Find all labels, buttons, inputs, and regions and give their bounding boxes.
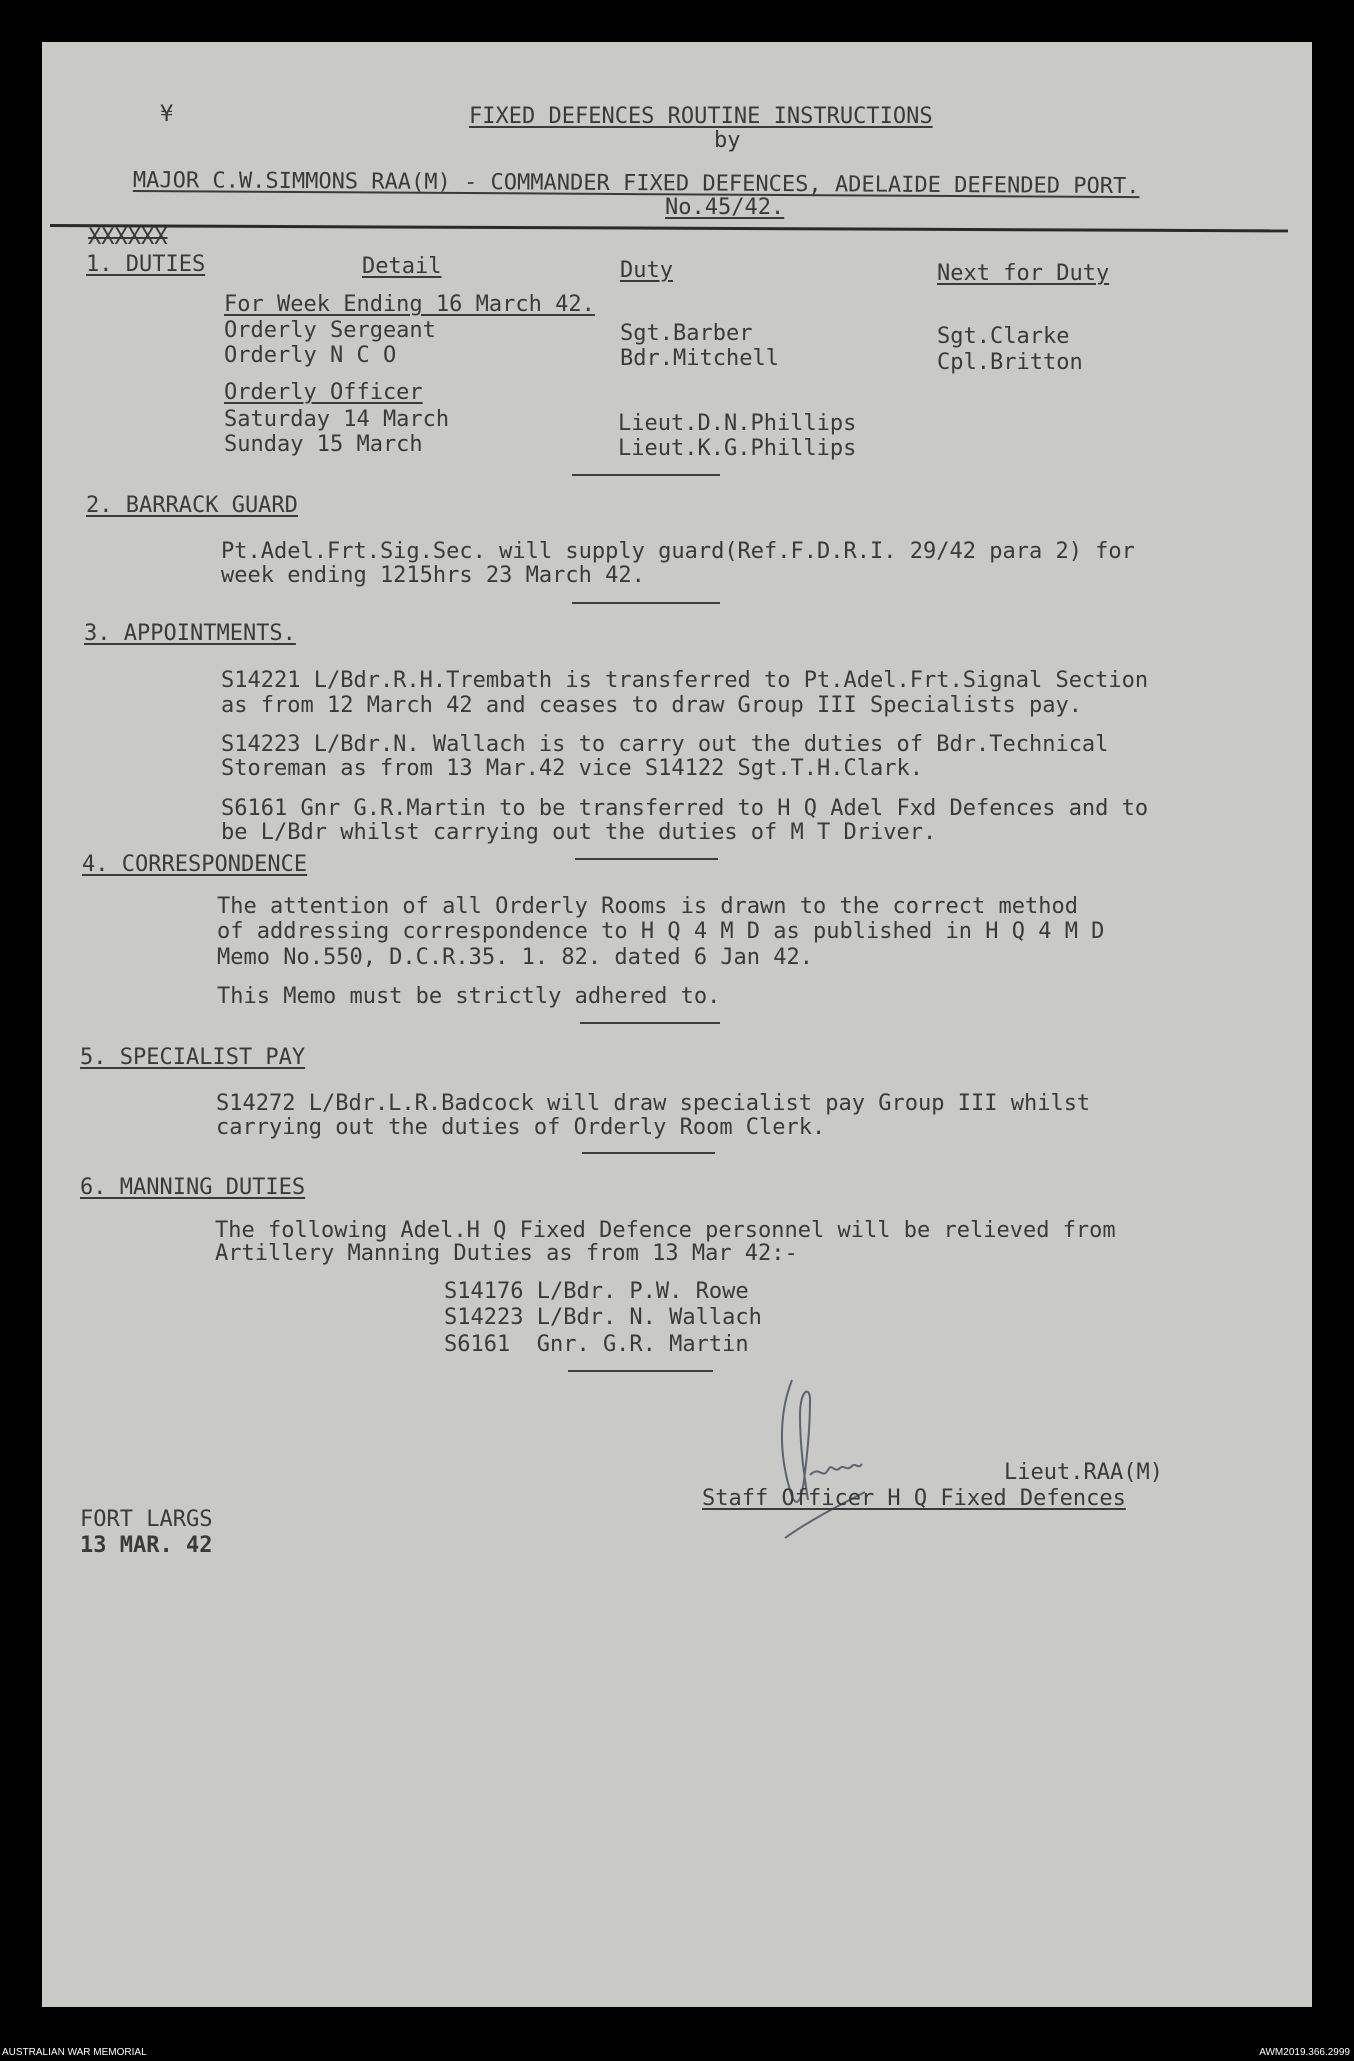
barrack-guard-text: week ending 1215hrs 23 March 42. xyxy=(221,563,645,588)
personnel-entry: S14176 L/Bdr. P.W. Rowe xyxy=(444,1279,749,1304)
margin-mark: ¥ xyxy=(160,102,174,127)
duty-detail: Saturday 14 March xyxy=(224,407,450,432)
section-separator xyxy=(572,474,720,476)
place-name: FORT LARGS xyxy=(80,1507,213,1532)
signatory-title: Staff Officer H Q Fixed Defences xyxy=(702,1486,1126,1511)
section-3-heading: 3. APPOINTMENTS. xyxy=(84,621,296,646)
next-duty-name: Sgt.Clarke xyxy=(937,324,1070,349)
appointment-text: be L/Bdr whilst carrying out the duties of M T Driver. xyxy=(221,820,937,845)
duty-detail: Orderly N C O xyxy=(224,343,397,368)
signatory-rank: Lieut.RAA(M) xyxy=(1004,1460,1163,1485)
correspondence-text: Memo No.550, D.C.R.35. 1. 82. dated 6 Jan 42. xyxy=(217,945,814,970)
appointment-text: S6161 Gnr G.R.Martin to be transferred to H Q Adel Fxd Defences and to xyxy=(221,796,1149,821)
duty-detail: Sunday 15 March xyxy=(224,432,423,457)
appointment-text: S14221 L/Bdr.R.H.Trembath is transferred to Pt.Adel.Frt.Signal Section xyxy=(221,668,1149,693)
personnel-entry: S6161 Gnr. G.R. Martin xyxy=(444,1332,749,1357)
barrack-guard-text: Pt.Adel.Frt.Sig.Sec. will supply guard(Ref.F.D.R.I. 29/42 para 2) for xyxy=(221,539,1135,564)
section-1-heading: 1. DUTIES xyxy=(86,252,206,277)
instruction-number: No.45/42. xyxy=(665,195,785,220)
personnel-entry: S14223 L/Bdr. N. Wallach xyxy=(444,1305,762,1330)
duty-name: Lieut.K.G.Phillips xyxy=(618,436,857,461)
section-4-heading: 4. CORRESPONDENCE xyxy=(82,852,308,877)
duty-name: Sgt.Barber xyxy=(620,321,753,346)
col-duty-header: Duty xyxy=(620,258,673,283)
section-2-heading: 2. BARRACK GUARD xyxy=(86,493,298,518)
appointment-text: as from 12 March 42 and ceases to draw Group III Specialists pay. xyxy=(221,693,1082,718)
correspondence-text: of addressing correspondence to H Q 4 M D as published in H Q 4 M D xyxy=(217,919,1105,944)
section-separator xyxy=(568,1370,713,1372)
duty-detail: Orderly Sergeant xyxy=(224,318,436,343)
correspondence-text: This Memo must be strictly adhered to. xyxy=(217,984,721,1009)
appointment-text: Storeman as from 13 Mar.42 vice S14122 Sgt.T.H.Clark. xyxy=(221,756,923,781)
handwritten-signature xyxy=(770,1370,900,1540)
title-by: by xyxy=(714,128,741,153)
correspondence-text: The attention of all Orderly Rooms is drawn to the correct method xyxy=(217,894,1078,919)
section-separator xyxy=(582,1152,715,1154)
document-date: 13 MAR. 42 xyxy=(80,1533,213,1558)
header-rule xyxy=(50,224,1288,232)
issuer-line: MAJOR C.W.SIMMONS RAA(M) - COMMANDER FIXED DEFENCES, ADELAIDE DEFENDED PORT. xyxy=(132,168,1140,200)
col-detail-header: Detail xyxy=(362,254,442,279)
manning-duties-text: The following Adel.H Q Fixed Defence personnel will be relieved from xyxy=(215,1218,1116,1243)
appointment-text: S14223 L/Bdr.N. Wallach is to carry out the duties of Bdr.Technical xyxy=(221,732,1109,757)
section-separator xyxy=(580,1022,720,1024)
specialist-pay-text: S14272 L/Bdr.L.R.Badcock will draw specialist pay Group III whilst xyxy=(216,1091,1091,1116)
manning-duties-text: Artillery Manning Duties as from 13 Mar 42:- xyxy=(215,1241,798,1266)
col-next-header: Next for Duty xyxy=(937,261,1110,286)
archive-footer-left: AUSTRALIAN WAR MEMORIAL xyxy=(2,2047,147,2058)
section-separator xyxy=(575,858,718,860)
archive-reference: AWM2019.366.2999 xyxy=(1259,2047,1350,2058)
section-6-heading: 6. MANNING DUTIES xyxy=(80,1175,306,1200)
orderly-officer-label: Orderly Officer xyxy=(224,380,423,405)
duty-name: Lieut.D.N.Phillips xyxy=(618,411,857,436)
section-5-heading: 5. SPECIALIST PAY xyxy=(80,1045,306,1070)
document-title: FIXED DEFENCES ROUTINE INSTRUCTIONS xyxy=(469,104,933,129)
week-ending: For Week Ending 16 March 42. xyxy=(224,292,595,317)
section-separator xyxy=(572,602,720,604)
struck-text: XXXXXX xyxy=(88,225,168,250)
specialist-pay-text: carrying out the duties of Orderly Room Clerk. xyxy=(216,1115,826,1140)
next-duty-name: Cpl.Britton xyxy=(937,350,1083,375)
duty-name: Bdr.Mitchell xyxy=(620,346,779,371)
